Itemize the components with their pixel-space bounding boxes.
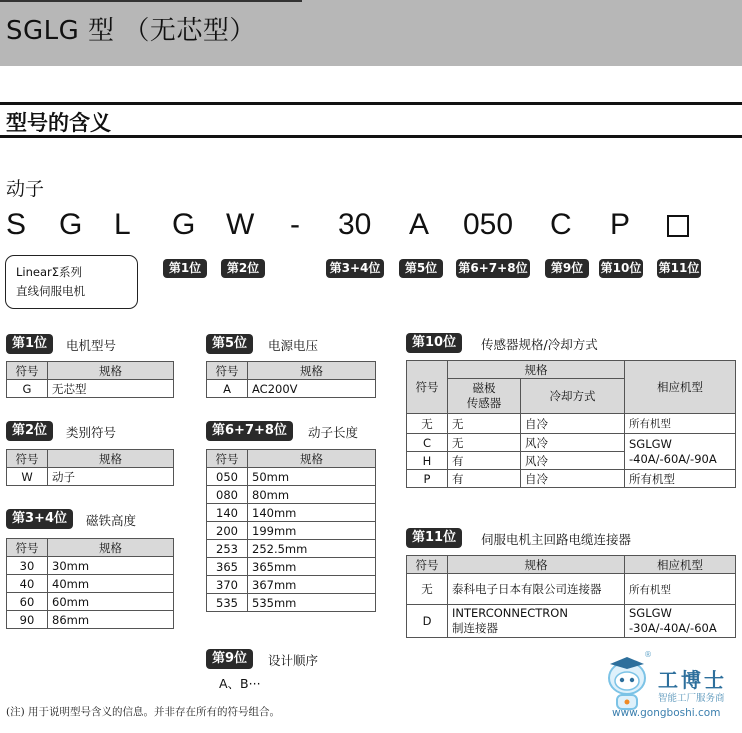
logo-name: 工博士 (658, 668, 727, 692)
table-cell: 80mm (248, 486, 376, 504)
table-header: 规格 (248, 362, 376, 380)
code-char: P (610, 208, 631, 241)
category-label-p678: 动子长度 (308, 425, 359, 440)
table-cell: 50mm (248, 468, 376, 486)
table-cell: AC200V (248, 380, 376, 398)
spec-table-p678 (206, 449, 376, 612)
spec-table-p11 (406, 555, 736, 638)
position-badge-2: 第2位 (221, 259, 265, 278)
table-header: 规格 (248, 450, 376, 468)
code-char: A (409, 208, 430, 241)
table-header: 磁极 传感器 (448, 379, 521, 414)
table-row (207, 558, 376, 576)
table-cell: 自冷 (521, 414, 625, 434)
code-char: C (550, 208, 572, 241)
spec-table-p1 (6, 361, 174, 398)
table-header: 符号 (407, 361, 448, 414)
code-char: L (114, 208, 131, 241)
code-char: G (59, 208, 83, 241)
spec-table-p2 (6, 449, 174, 486)
table-row (207, 504, 376, 522)
table-row (207, 380, 376, 398)
table-cell: C (407, 434, 448, 452)
table-header: 符号 (407, 556, 448, 574)
table-cell: P (407, 470, 448, 488)
table-cell: A (207, 380, 248, 398)
table-cell: 无 (448, 434, 521, 452)
table-cell: H (407, 452, 448, 470)
code-char: 050 (463, 208, 514, 241)
category-label-p11: 伺服电机主回路电缆连接器 (481, 532, 632, 547)
table-cell: 自冷 (521, 470, 625, 488)
table-cell: 252.5mm (248, 540, 376, 558)
table-header: 符号 (207, 362, 248, 380)
category-badge-p9: 第9位 (206, 649, 253, 669)
table-cell: 050 (207, 468, 248, 486)
position-badge-6-7-8: 第6+7+8位 (456, 259, 530, 278)
table-cell: 253 (207, 540, 248, 558)
table-cell: G (7, 380, 48, 398)
table-row (7, 575, 174, 593)
table-cell: 所有机型 (625, 574, 736, 605)
table-row (407, 434, 736, 452)
category-label-p9: 设计顺序 (268, 653, 319, 668)
position-badge-9: 第9位 (545, 259, 589, 278)
table-cell: 风冷 (521, 452, 625, 470)
code-char: W (226, 208, 255, 241)
category-badge-p1: 第1位 (6, 334, 53, 354)
table-cell: 365mm (248, 558, 376, 576)
logo-url: www.gongboshi.com (612, 707, 721, 719)
logo-subtitle: 智能工厂服务商 (658, 693, 725, 704)
table-header: 符号 (7, 450, 48, 468)
design-order-value: A、B··· (219, 676, 261, 691)
table-cell: SGLGW -30A/-40A/-60A (625, 605, 736, 638)
position-badge-11: 第11位 (657, 259, 701, 278)
category-label-p5: 电源电压 (268, 338, 319, 353)
table-cell: 30 (7, 557, 48, 575)
table-cell: 40 (7, 575, 48, 593)
table-header: 相应机型 (625, 556, 736, 574)
table-row (207, 576, 376, 594)
table-header: 相应机型 (625, 361, 736, 414)
position-badge-3-4: 第3+4位 (326, 259, 384, 278)
table-header: 规格 (448, 556, 625, 574)
table-row (7, 593, 174, 611)
table-cell: 有 (448, 470, 521, 488)
category-badge-p5: 第5位 (206, 334, 253, 354)
table-cell: 30mm (48, 557, 174, 575)
table-cell: 无芯型 (48, 380, 174, 398)
table-row (7, 380, 174, 398)
code-placeholder-box (667, 215, 689, 237)
table-row (207, 522, 376, 540)
table-cell: 无 (407, 414, 448, 434)
page-title: SGLG 型 （无芯型） (6, 16, 256, 46)
table-header: 符号 (7, 362, 48, 380)
table-header: 规格 (48, 539, 174, 557)
table-cell: 60mm (48, 593, 174, 611)
table-cell: SGLGW -40A/-60A/-90A (625, 434, 736, 470)
table-cell: 140 (207, 504, 248, 522)
category-badge-p11: 第11位 (406, 528, 462, 548)
position-badge-10: 第10位 (599, 259, 643, 278)
series-line-1: LinearΣ系列 (16, 265, 83, 279)
code-char: G (172, 208, 196, 241)
table-cell: 140mm (248, 504, 376, 522)
table-header: 符号 (7, 539, 48, 557)
category-badge-p2: 第2位 (6, 421, 53, 441)
registered-mark: ® (644, 650, 652, 659)
series-callout (5, 255, 138, 309)
table-row (207, 540, 376, 558)
table-header: 规格 (48, 450, 174, 468)
table-header: 冷却方式 (521, 379, 625, 414)
table-cell: 200 (207, 522, 248, 540)
table-row (407, 414, 736, 434)
table-header: 规格 (448, 361, 625, 379)
header-rule (0, 0, 302, 2)
category-label-p10: 传感器规格/冷却方式 (481, 337, 598, 352)
table-cell: 泰科电子日本有限公司连接器 (448, 574, 625, 605)
mover-label: 动子 (6, 178, 45, 200)
table-cell: 365 (207, 558, 248, 576)
position-badge-5: 第5位 (399, 259, 443, 278)
table-row (407, 574, 736, 605)
category-label-p1: 电机型号 (66, 338, 117, 353)
category-badge-p34: 第3+4位 (6, 509, 73, 529)
table-header: 规格 (48, 362, 174, 380)
footnote: (注) 用于说明型号含义的信息。并非存在所有的符号组合。 (6, 706, 281, 718)
table-cell: 535mm (248, 594, 376, 612)
table-row (207, 486, 376, 504)
watermark-logo (604, 650, 736, 720)
category-badge-p678: 第6+7+8位 (206, 421, 293, 441)
table-cell: 60 (7, 593, 48, 611)
table-cell: 90 (7, 611, 48, 629)
table-cell: W (7, 468, 48, 486)
table-cell: 40mm (48, 575, 174, 593)
table-cell: D (407, 605, 448, 638)
table-row (7, 557, 174, 575)
position-badge-1: 第1位 (163, 259, 207, 278)
table-cell: 86mm (48, 611, 174, 629)
table-cell: 所有机型 (625, 470, 736, 488)
table-row (207, 594, 376, 612)
table-cell: INTERCONNECTRON 制连接器 (448, 605, 625, 638)
section-rule-bottom (0, 135, 742, 138)
table-row (407, 470, 736, 488)
spec-table-p10 (406, 360, 736, 488)
table-header: 符号 (207, 450, 248, 468)
table-cell: 367mm (248, 576, 376, 594)
series-line-2: 直线伺服电机 (16, 284, 85, 298)
code-char: 30 (338, 208, 372, 241)
table-cell: 370 (207, 576, 248, 594)
category-label-p34: 磁铁高度 (86, 513, 137, 528)
section-title: 型号的含义 (6, 111, 111, 135)
table-row (407, 605, 736, 638)
table-cell: 动子 (48, 468, 174, 486)
section-rule-top (0, 102, 742, 105)
table-cell: 有 (448, 452, 521, 470)
table-cell: 无 (407, 574, 448, 605)
table-cell: 199mm (248, 522, 376, 540)
spec-table-p34 (6, 538, 174, 629)
table-row (7, 468, 174, 486)
table-cell: 所有机型 (625, 414, 736, 434)
code-char: S (6, 208, 27, 241)
table-row (7, 611, 174, 629)
table-row (207, 468, 376, 486)
table-cell: 535 (207, 594, 248, 612)
table-cell: 风冷 (521, 434, 625, 452)
code-char: - (290, 208, 300, 241)
table-cell: 080 (207, 486, 248, 504)
category-badge-p10: 第10位 (406, 333, 462, 353)
category-label-p2: 类别符号 (66, 425, 117, 440)
spec-table-p5 (206, 361, 376, 398)
table-cell: 无 (448, 414, 521, 434)
